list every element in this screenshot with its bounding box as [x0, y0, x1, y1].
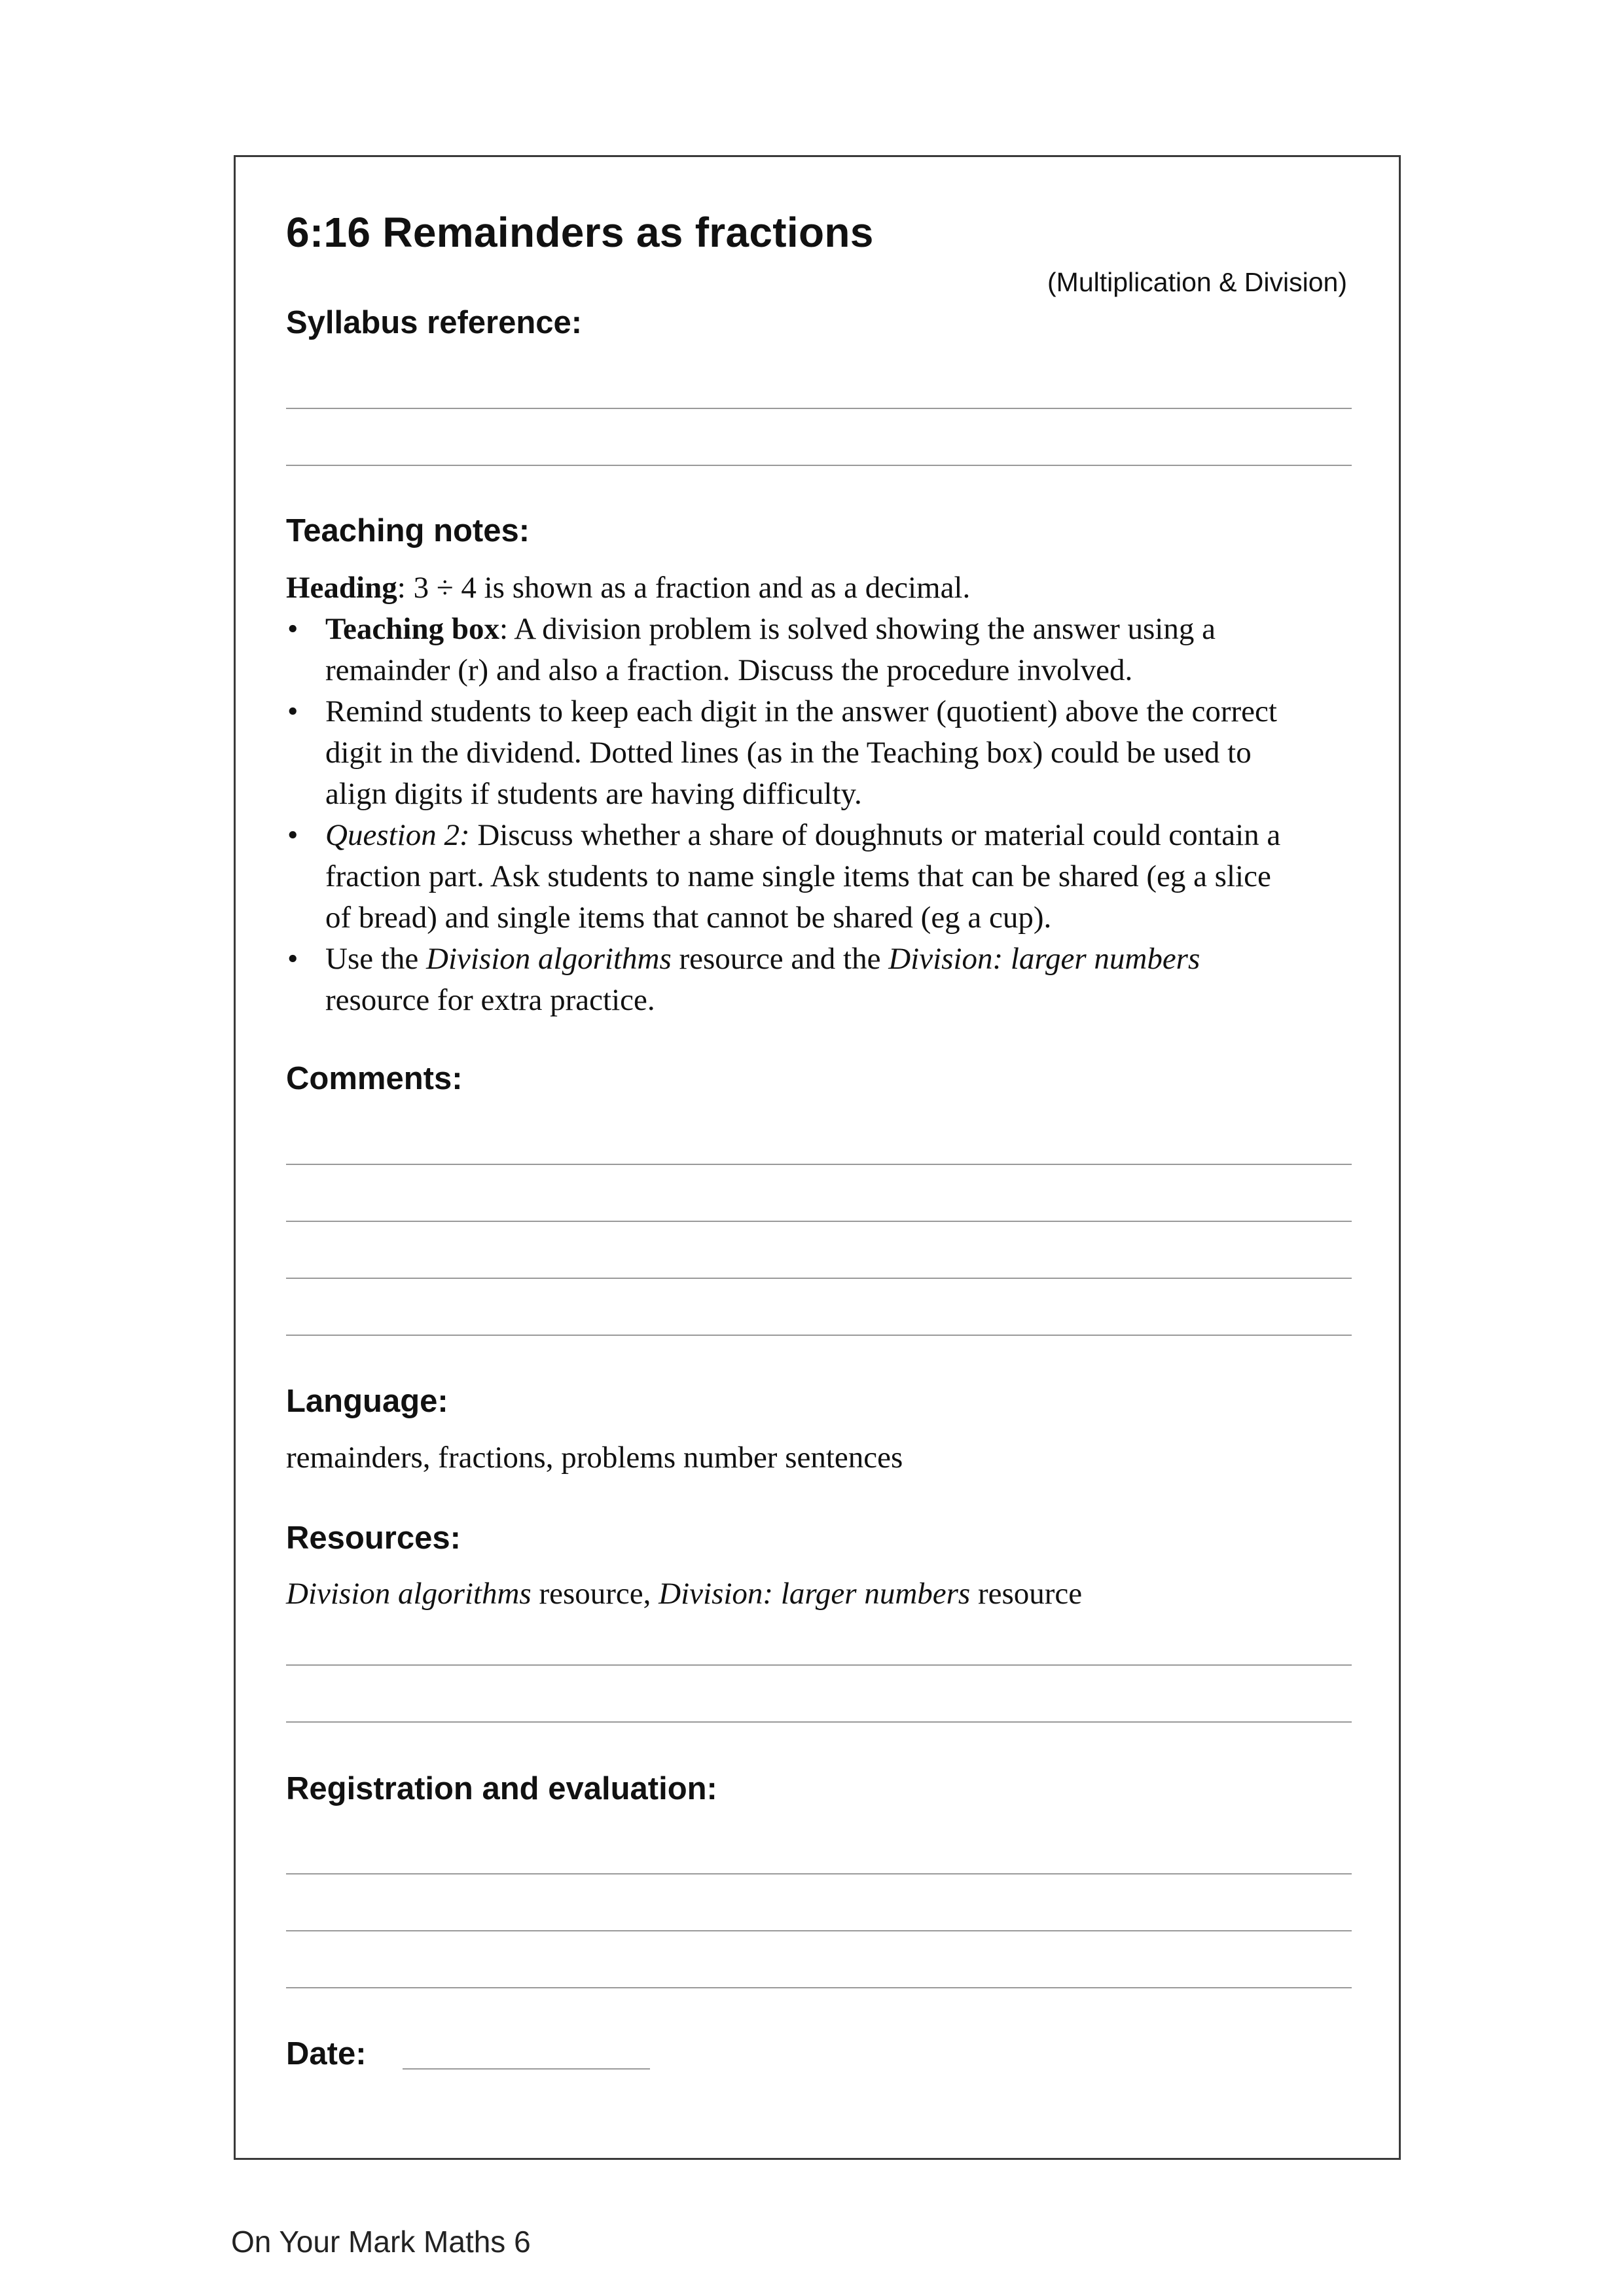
resource-title: Division algorithms — [426, 942, 672, 976]
bullet-text: digit in the dividend. Dotted lines (as in the Teaching box) could be used to — [325, 736, 1252, 770]
bullet-text: Discuss whether a share of doughnuts or material could contain a — [469, 818, 1281, 852]
resource-text: resource — [970, 1577, 1083, 1611]
teaching-notes-body — [286, 567, 1360, 1021]
question-2-label: Question 2: — [325, 818, 470, 852]
resource-title: Division: larger numbers — [888, 942, 1200, 976]
notes-bullet-teaching-box — [286, 609, 1360, 691]
resource-title: Division algorithms — [286, 1577, 532, 1611]
comments-line-4 — [286, 1335, 1352, 1336]
teaching-box-label: Teaching box — [325, 612, 499, 646]
resources-line-1 — [286, 1664, 1352, 1666]
resource-text: resource, — [531, 1577, 659, 1611]
bullet-text: resource and the — [671, 942, 889, 976]
bullet-text: resource for extra practice. — [325, 983, 655, 1017]
resources-line-2 — [286, 1721, 1352, 1723]
language-heading: Language: — [286, 1384, 448, 1419]
resources-text — [286, 1576, 1082, 1611]
notes-heading-label: Heading — [286, 571, 397, 605]
worksheet-frame — [234, 155, 1401, 2160]
language-text: remainders, fractions, problems number sentences — [286, 1441, 903, 1475]
registration-line-3 — [286, 1987, 1352, 1988]
registration-line-2 — [286, 1930, 1352, 1931]
notes-bullet-remind — [286, 691, 1360, 815]
bullet-text: align digits if students are having difficulty. — [325, 777, 862, 811]
bullet-text: remainder (r) and also a fraction. Discuss the procedure involved. — [325, 653, 1133, 687]
comments-line-1 — [286, 1164, 1352, 1165]
teaching-notes-heading: Teaching notes: — [286, 513, 530, 548]
comments-line-3 — [286, 1278, 1352, 1279]
date-line — [403, 2068, 650, 2070]
date-label: Date: — [286, 2036, 367, 2072]
bullet-text: Use the — [325, 942, 427, 976]
bullet-text: of bread) and single items that cannot be shared (eg a cup). — [325, 901, 1052, 935]
bullet-text: : A division problem is solved showing the answer using a — [499, 612, 1216, 646]
syllabus-line-2 — [286, 465, 1352, 466]
page-title: 6:16 Remainders as fractions — [286, 209, 874, 256]
strand-label: (Multiplication & Division) — [1047, 267, 1347, 297]
notes-bullet-list — [286, 609, 1360, 1021]
comments-line-2 — [286, 1221, 1352, 1222]
syllabus-heading: Syllabus reference: — [286, 305, 583, 340]
notes-bullet-resources — [286, 939, 1360, 1021]
notes-heading-text: : 3 ÷ 4 is shown as a fraction and as a decimal. — [397, 571, 971, 605]
notes-bullet-question-2 — [286, 815, 1360, 939]
resource-title: Division: larger numbers — [659, 1577, 971, 1611]
page-footer: On Your Mark Maths 6 — [231, 2225, 531, 2259]
comments-heading: Comments: — [286, 1061, 463, 1096]
bullet-text: fraction part. Ask students to name single items that can be shared (eg a slice — [325, 859, 1271, 893]
bullet-text: • Remind students to keep each digit in the answer (quotient) above the correct — [325, 694, 1277, 728]
notes-heading-line — [286, 567, 1360, 609]
registration-line-1 — [286, 1873, 1352, 1874]
registration-heading: Registration and evaluation: — [286, 1771, 717, 1806]
resources-heading: Resources: — [286, 1520, 461, 1556]
syllabus-line-1 — [286, 408, 1352, 409]
